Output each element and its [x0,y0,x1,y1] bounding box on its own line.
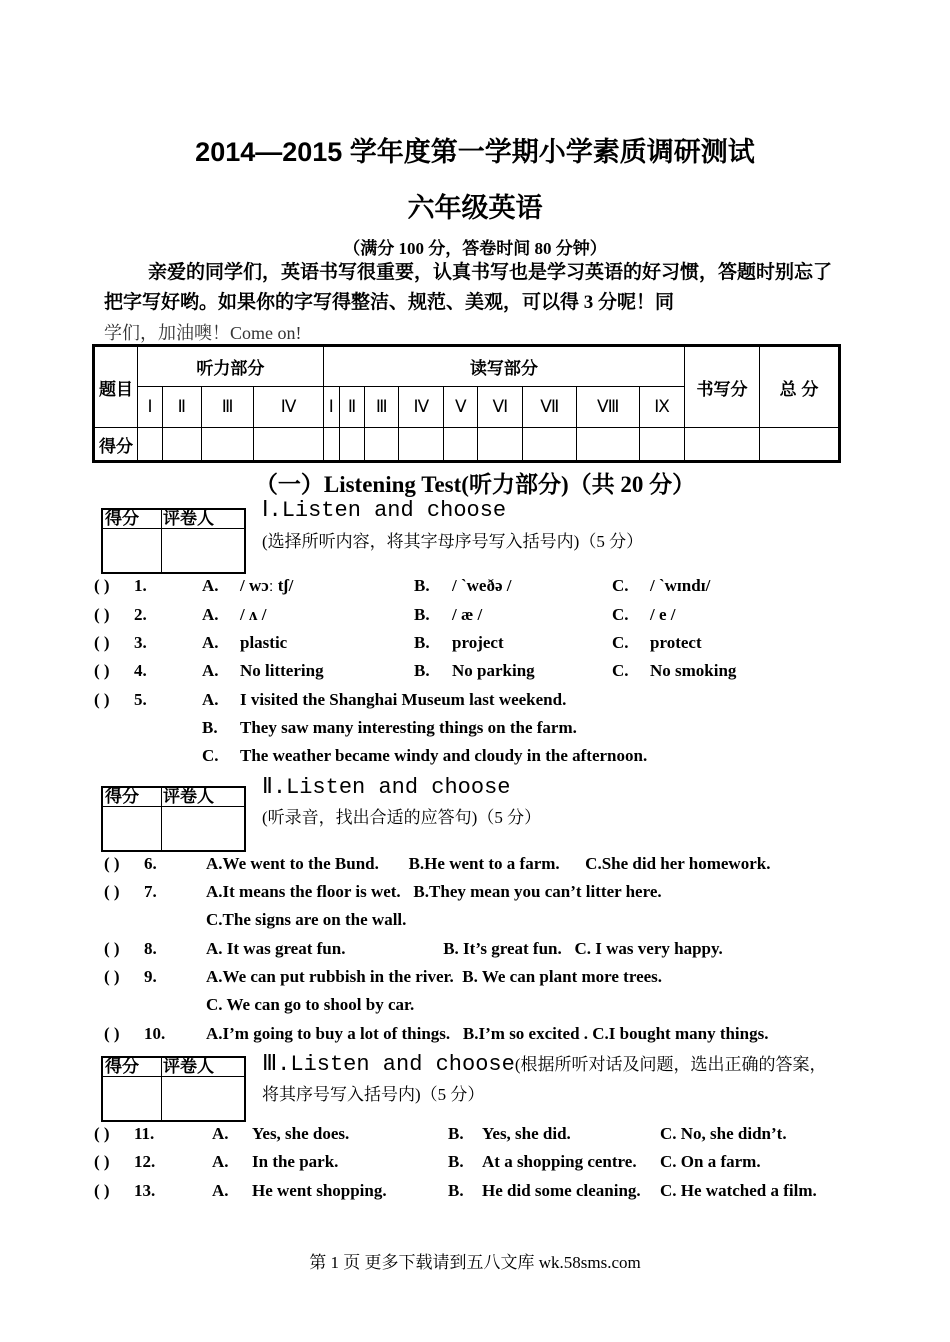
reading-part: Ⅰ [323,387,339,428]
score-cell[interactable] [577,428,640,462]
part1-heading: Ⅰ.Listen and choose [262,498,507,523]
option-label: A. [202,633,219,652]
reading-part: Ⅲ [365,387,399,428]
option-label: A. [202,605,219,624]
score-cell[interactable] [365,428,399,462]
option-text: protect [650,633,702,652]
grader-label: 评卷人 [163,509,214,528]
question-number: 5. [134,690,147,709]
answer-blank[interactable]: ( ) [104,882,120,901]
option-text: C. No, she didn’t. [660,1124,787,1143]
grade-label: 得分 [105,787,139,806]
question-number: 12. [134,1152,156,1171]
part3-note: (根据所听对话及问题，选出正确的答案， [514,1055,827,1074]
answer-blank[interactable]: ( ) [104,854,120,873]
page-subtitle: 六年级英语 [407,193,543,223]
option-label: B. [414,605,430,624]
option-label: B. [448,1124,464,1143]
option-line: C.The signs are on the wall. [206,910,407,929]
grade-label: 得分 [105,1057,139,1076]
option-line: A.I’m going to buy a lot of things. B.I’m so excited . C.I bought many things. [206,1024,769,1043]
score-cell[interactable] [339,428,364,462]
option-text: project [452,633,504,652]
score-cell[interactable] [760,428,840,462]
exam-info: （满分 100 分，答卷时间 80 分钟） [343,239,607,258]
question-number: 1. [134,576,147,595]
question-number: 11. [134,1124,155,1143]
option-text: / æ / [452,605,483,624]
answer-blank[interactable]: ( ) [94,690,110,709]
grade-label: 得分 [105,509,139,528]
reading-part: Ⅳ [399,387,444,428]
intro-text [104,258,849,349]
option-text: Yes, she did. [482,1124,571,1143]
question-number: 7. [144,882,157,901]
score-cell[interactable] [138,428,163,462]
reading-part: Ⅵ [478,387,523,428]
option-text: No smoking [650,661,737,680]
option-text: C. On a farm. [660,1152,761,1171]
answer-blank[interactable]: ( ) [94,633,110,652]
answer-blank[interactable]: ( ) [104,967,120,986]
option-text: I visited the Shanghai Museum last weekend. [240,690,567,709]
answer-blank[interactable]: ( ) [94,576,110,595]
question-number: 13. [134,1181,156,1200]
reading-part: Ⅶ [523,387,577,428]
score-cell[interactable] [685,428,760,462]
option-text: / `weðə / [452,576,512,595]
answer-blank[interactable]: ( ) [94,1124,110,1143]
option-text: He went shopping. [252,1181,387,1200]
question-number: 6. [144,854,157,873]
option-line: A.It means the floor is wet. B.They mean you can’t litter here. [206,882,662,901]
option-label: B. [414,661,430,680]
score-table [92,344,841,463]
part3-note-line2: 将其序号写入括号内)（5 分） [262,1085,485,1104]
option-label: B. [448,1152,464,1171]
option-label: B. [414,633,430,652]
option-label: A. [212,1124,229,1143]
listening-part: Ⅰ [138,387,163,428]
grade-box [101,508,246,574]
part2-heading: Ⅱ.Listen and choose [262,775,511,800]
part3-heading-line [262,1050,826,1077]
answer-blank[interactable]: ( ) [94,661,110,680]
option-text: No parking [452,661,535,680]
listening-part: Ⅲ [201,387,254,428]
grader-label: 评卷人 [163,787,214,806]
question-number: 9. [144,967,157,986]
option-label: C. [612,633,629,652]
score-cell[interactable] [478,428,523,462]
option-label: A. [212,1152,229,1171]
question-number: 3. [134,633,147,652]
option-text: / wɔː tʃ/ [240,576,294,595]
answer-blank[interactable]: ( ) [104,939,120,958]
grade-box [101,1056,246,1122]
option-label: A. [202,576,219,595]
option-text: / `wɪndɪ/ [650,576,711,595]
page-footer: 第 1 页 更多下载请到五八文库 wk.58sms.com [309,1253,641,1272]
option-text: / ʌ / [240,605,267,624]
option-text: plastic [240,633,288,652]
score-cell[interactable] [323,428,339,462]
option-line: A. It was great fun. B. It’s great fun. C. I was very happy. [206,939,723,958]
option-label: C. [612,605,629,624]
score-cell[interactable] [444,428,478,462]
part3-heading: Ⅲ.Listen and choose [262,1052,515,1077]
option-line: A.We went to the Bund. B.He went to a farm. C.She did her homework. [206,854,771,873]
listening-part: Ⅳ [254,387,323,428]
option-label: B. [448,1181,464,1200]
score-cell[interactable] [640,428,685,462]
section-title: （一）Listening Test(听力部分)（共 20 分） [254,472,696,497]
grade-box [101,786,246,852]
writing-score-header: 书写分 [685,346,760,428]
option-text: In the park. [252,1152,339,1171]
answer-blank[interactable]: ( ) [94,605,110,624]
option-text: C. He watched a film. [660,1181,817,1200]
reading-part: Ⅸ [640,387,685,428]
option-text: They saw many interesting things on the farm. [240,718,577,737]
score-cell[interactable] [162,428,201,462]
option-label: A. [212,1181,229,1200]
score-cell[interactable] [201,428,254,462]
question-number: 2. [134,605,147,624]
option-line: A.We can put rubbish in the river. B. We can plant more trees. [206,967,663,986]
answer-blank[interactable]: ( ) [104,1024,120,1043]
intro-bold: 亲爱的同学们，英语书写很重要，认真书写也是学习英语的好习惯，答题时别忘了把字写好哟。如果你的字写得整洁、规范、美观，可以得 3 分呢！同 [104,262,833,313]
option-label: A. [202,690,219,709]
reading-part: Ⅱ [339,387,364,428]
row-label-score: 得分 [94,428,138,462]
page-title: 2014—2015 学年度第一学期小学素质调研测试 [195,137,755,167]
answer-blank[interactable]: ( ) [94,1152,110,1171]
option-label: C. [612,661,629,680]
option-label: C. [612,576,629,595]
option-label: B. [414,576,430,595]
reading-part: Ⅴ [444,387,478,428]
option-line: C. We can go to shool by car. [206,995,415,1014]
question-number: 8. [144,939,157,958]
answer-blank[interactable]: ( ) [94,1181,110,1200]
grader-label: 评卷人 [163,1057,214,1076]
option-label: A. [202,661,219,680]
total-score-header: 总 分 [760,346,840,428]
option-label: B. [202,718,218,737]
score-cell[interactable] [254,428,323,462]
part2-note: (听录音，找出合适的应答句)（5 分） [262,808,542,827]
score-cell[interactable] [523,428,577,462]
question-number: 4. [134,661,147,680]
reading-writing-header: 读写部分 [323,346,684,387]
part1-note: (选择所听内容，将其字母序号写入括号内)（5 分） [262,532,644,551]
option-text: No littering [240,661,324,680]
question-number: 10. [144,1024,166,1043]
option-label: C. [202,746,219,765]
listening-part: Ⅱ [162,387,201,428]
row-label-topic: 题目 [94,346,138,428]
intro-rest: 学们，加油噢！Come on! [104,323,302,343]
option-text: / e / [650,605,676,624]
option-text: At a shopping centre. [482,1152,637,1171]
option-text: Yes, she does. [252,1124,350,1143]
listening-header: 听力部分 [138,346,324,387]
score-cell[interactable] [399,428,444,462]
option-text: The weather became windy and cloudy in the afternoon. [240,746,648,765]
reading-part: Ⅷ [577,387,640,428]
option-text: He did some cleaning. [482,1181,641,1200]
